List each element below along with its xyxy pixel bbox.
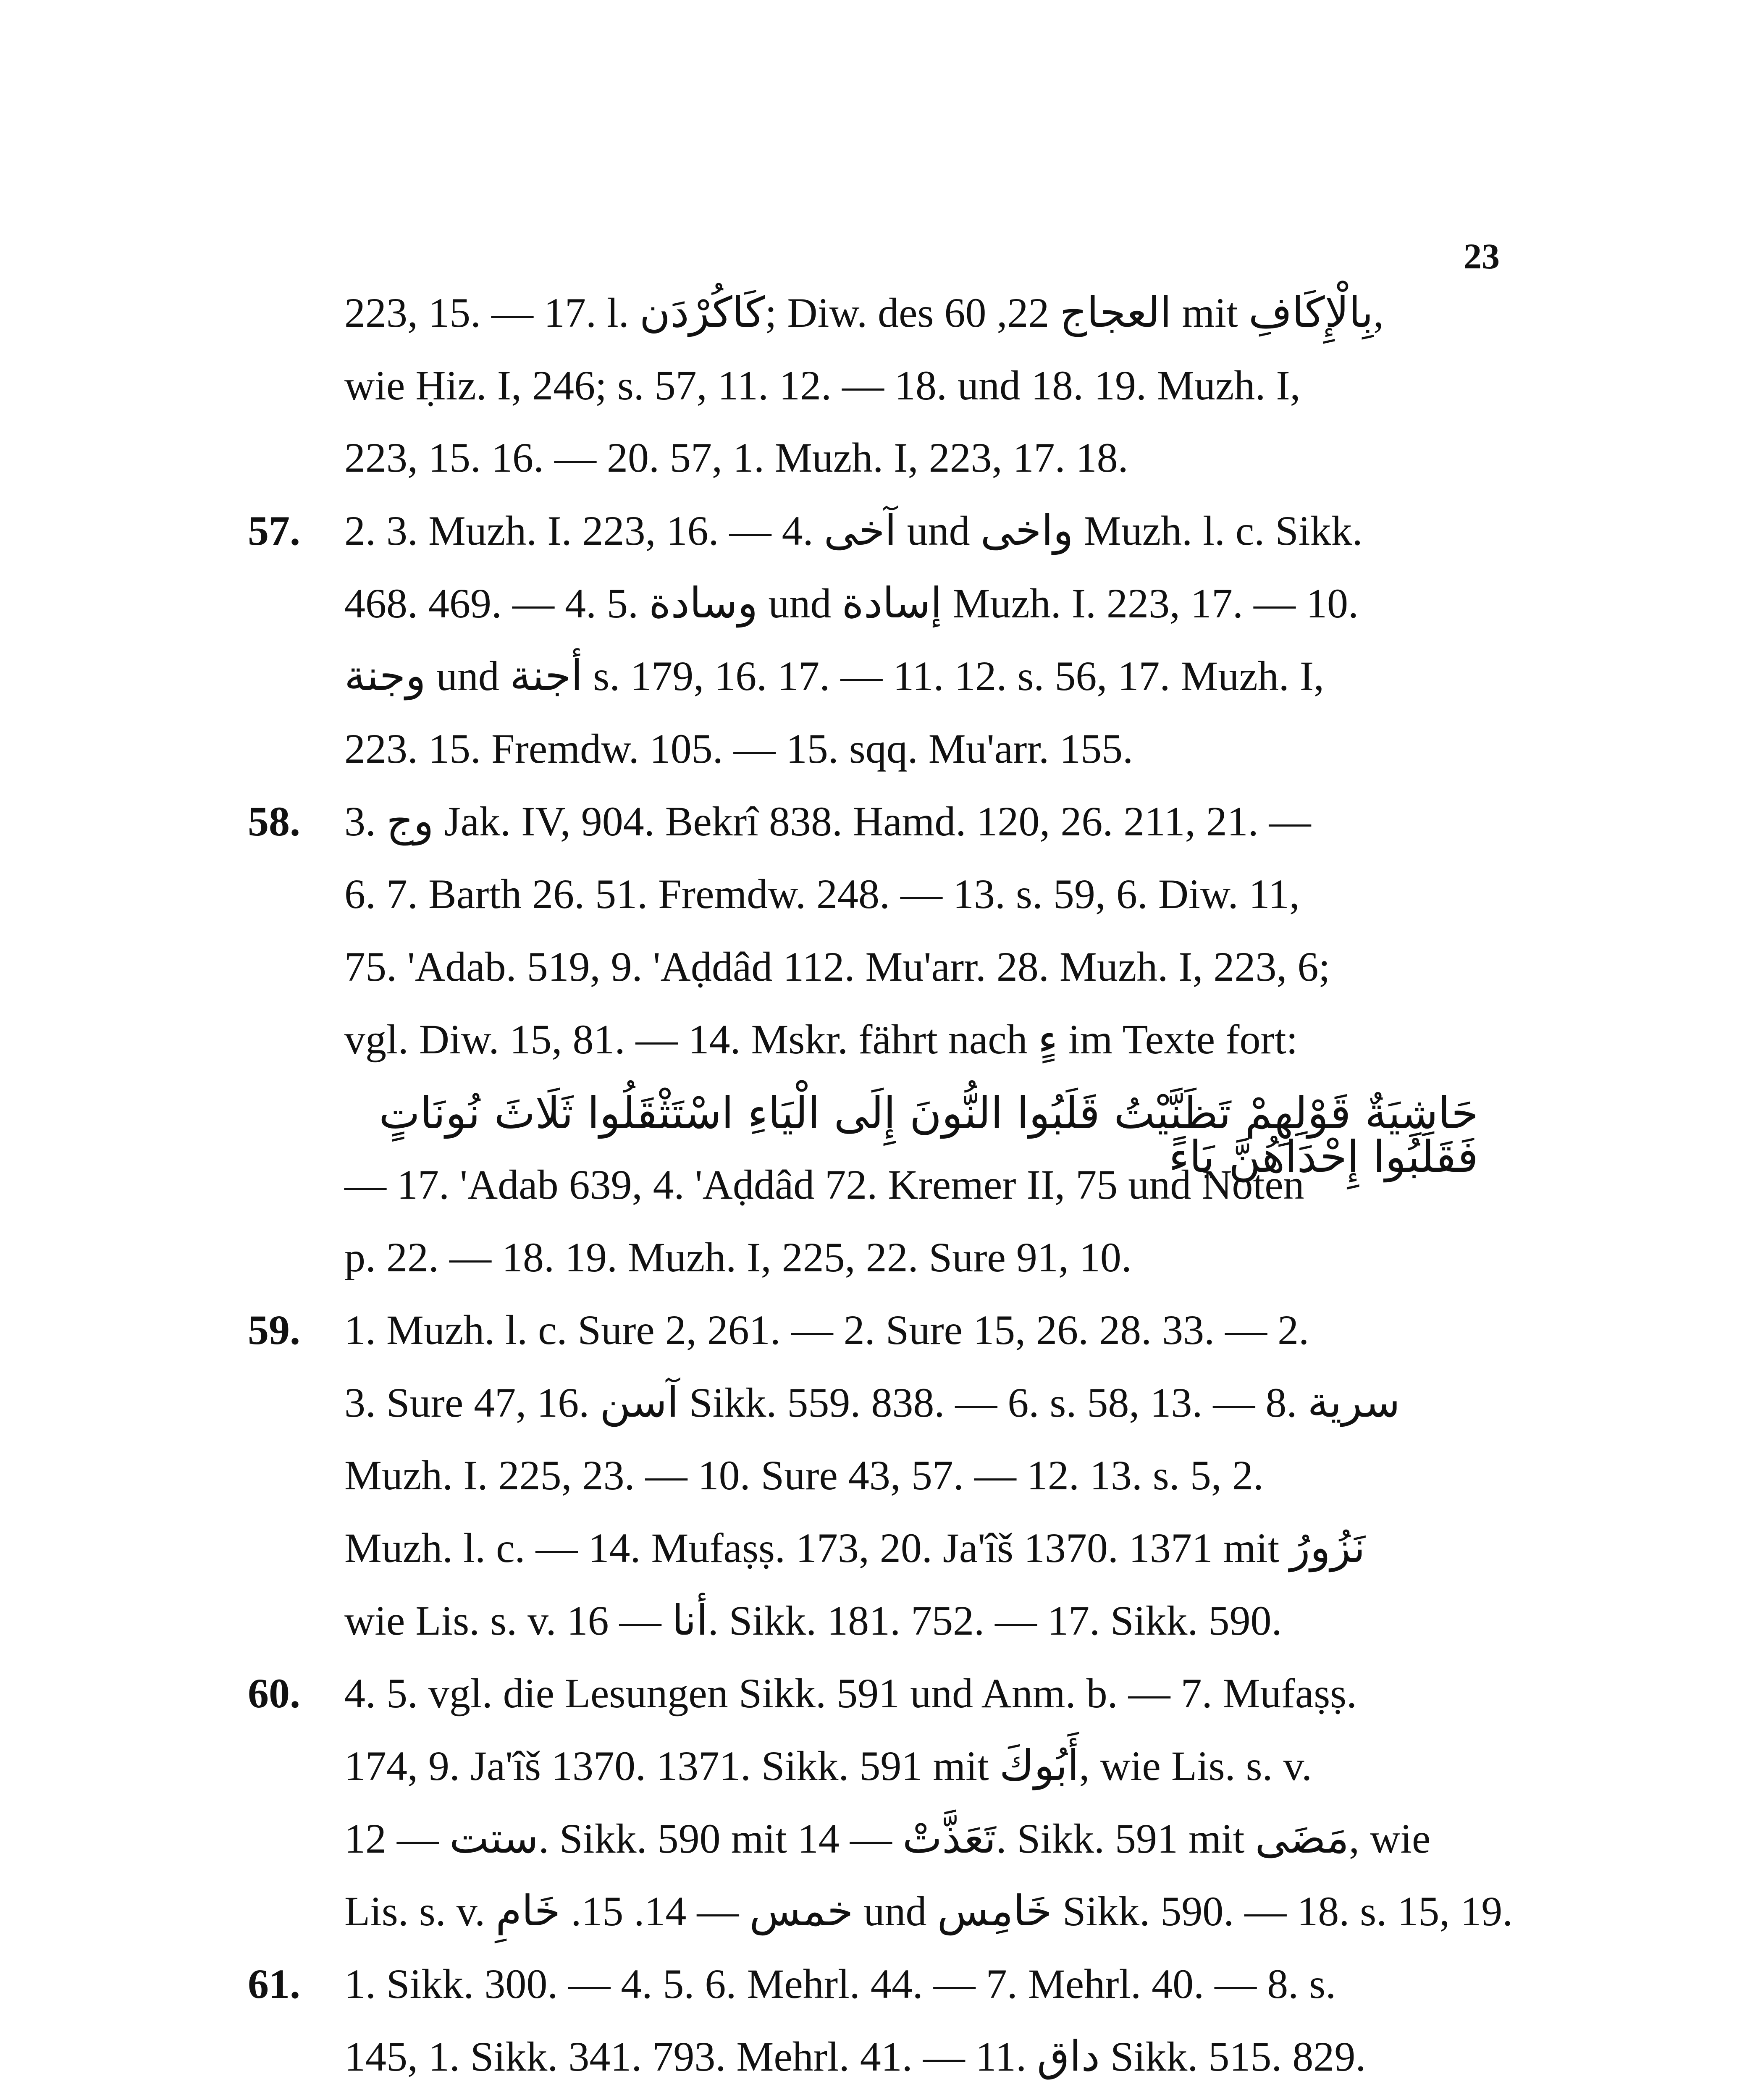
section-number-59: 59.: [248, 1307, 300, 1353]
section-number-57: 57.: [248, 507, 300, 554]
text-line-15: 3. Sure 47, 16. آسن Sikk. 559. 838. — 6. s. 58, 13. — 8. سرية: [344, 1379, 1400, 1426]
text-line-3: 223, 15. 16. — 20. 57, 1. Muzh. I, 223, 17. 18.: [344, 434, 1128, 481]
text-line-6: وجنة und أجنة s. 179, 16. 17. — 11. 12. s. 56, 17. Muzh. I,: [344, 653, 1325, 699]
text-line-4: 2. 3. Muzh. I. 223, 16. — 4. آخى und واخى Muzh. l. c. Sikk.: [344, 507, 1363, 554]
text-line-17: Muzh. l. c. — 14. Mufaṣṣ. 173, 20. Ja'îš 1370. 1371 mit نَزُورُ: [344, 1525, 1365, 1571]
text-line-14: 1. Muzh. l. c. Sure 2, 261. — 2. Sure 15, 26. 28. 33. — 2.: [344, 1307, 1309, 1353]
text-line-20: 174, 9. Ja'îš 1370. 1371. Sikk. 591 mit أَبُوكَ, wie Lis. s. v.: [344, 1743, 1312, 1789]
text-line-7: 223. 15. Fremdw. 105. — 15. sqq. Mu'arr. 155.: [344, 725, 1133, 772]
text-line-23: 1. Sikk. 300. — 4. 5. 6. Mehrl. 44. — 7. Mehrl. 40. — 8. s.: [344, 1961, 1336, 2007]
text-line-16: Muzh. I. 225, 23. — 10. Sure 43, 57. — 12. 13. s. 5, 2.: [344, 1452, 1264, 1499]
text-line-22: Lis. s. v. خمس — 14. 15. خَامِ und خَامِس Sikk. 590. — 18. s. 15, 19.: [344, 1888, 1513, 1935]
section-number-58: 58.: [248, 798, 300, 845]
text-line-2: wie Ḥiz. I, 246; s. 57, 11. 12. — 18. und 18. 19. Muzh. I,: [344, 362, 1301, 409]
arabic-quote-line: حَاشِيَةٌ قَوْلِهِمْ تَظَنَّيْتُ قَلَبُوا النُّونَ إِلَى الْيَاءِ اسْتَثْقَلُوا ثَلَاثَ نُونَاتٍ فَقَلَبُوا إِحْدَاهُنَّ يَاءً: [379, 1087, 1478, 1182]
page-number: 23: [1464, 236, 1500, 276]
text-line-8: 3. وج Jak. IV, 904. Bekrî 838. Hamd. 120, 26. 211, 21. —: [344, 798, 1311, 845]
text-line-21: ستت — 12. Sikk. 590 mit تَعَذَّتْ — 14. Sikk. 591 mit مَضَى, wie: [344, 1815, 1431, 1862]
text-line-24: 145, 1. Sikk. 341. 793. Mehrl. 41. — 11. داق Sikk. 515. 829.: [344, 2033, 1366, 2080]
text-line-9: 6. 7. Barth 26. 51. Fremdw. 248. — 13. s. 59, 6. Diw. 11,: [344, 871, 1300, 917]
text-line-1: 223, 15. — 17. l. كَاكُرْدَن; Diw. des العجاج 22, 60 mit بِالْإِكَافِ,: [344, 289, 1384, 336]
text-line-19: 4. 5. vgl. die Lesungen Sikk. 591 und Anm. b. — 7. Mufaṣṣ.: [344, 1670, 1357, 1717]
text-line-10: 75. 'Adab. 519, 9. 'Aḍdâd 112. Mu'arr. 28. Muzh. I, 223, 6;: [344, 943, 1330, 990]
text-line-13: p. 22. — 18. 19. Muzh. I, 225, 22. Sure 91, 10.: [344, 1234, 1132, 1281]
section-number-60: 60.: [248, 1670, 300, 1717]
text-line-11: vgl. Diw. 15, 81. — 14. Mskr. fährt nach ءٍ im Texte fort:: [344, 1016, 1298, 1063]
text-line-18: wie Lis. s. v. أنا — 16. Sikk. 181. 752. — 17. Sikk. 590.: [344, 1597, 1282, 1644]
text-line-5: 468. 469. — 4. 5. وسادة und إسادة Muzh. I. 223, 17. — 10.: [344, 580, 1359, 627]
text-line-12: — 17. 'Adab 639, 4. 'Aḍdâd 72. Kremer II, 75 und Noten: [344, 1161, 1304, 1208]
section-number-61: 61.: [248, 1961, 300, 2007]
